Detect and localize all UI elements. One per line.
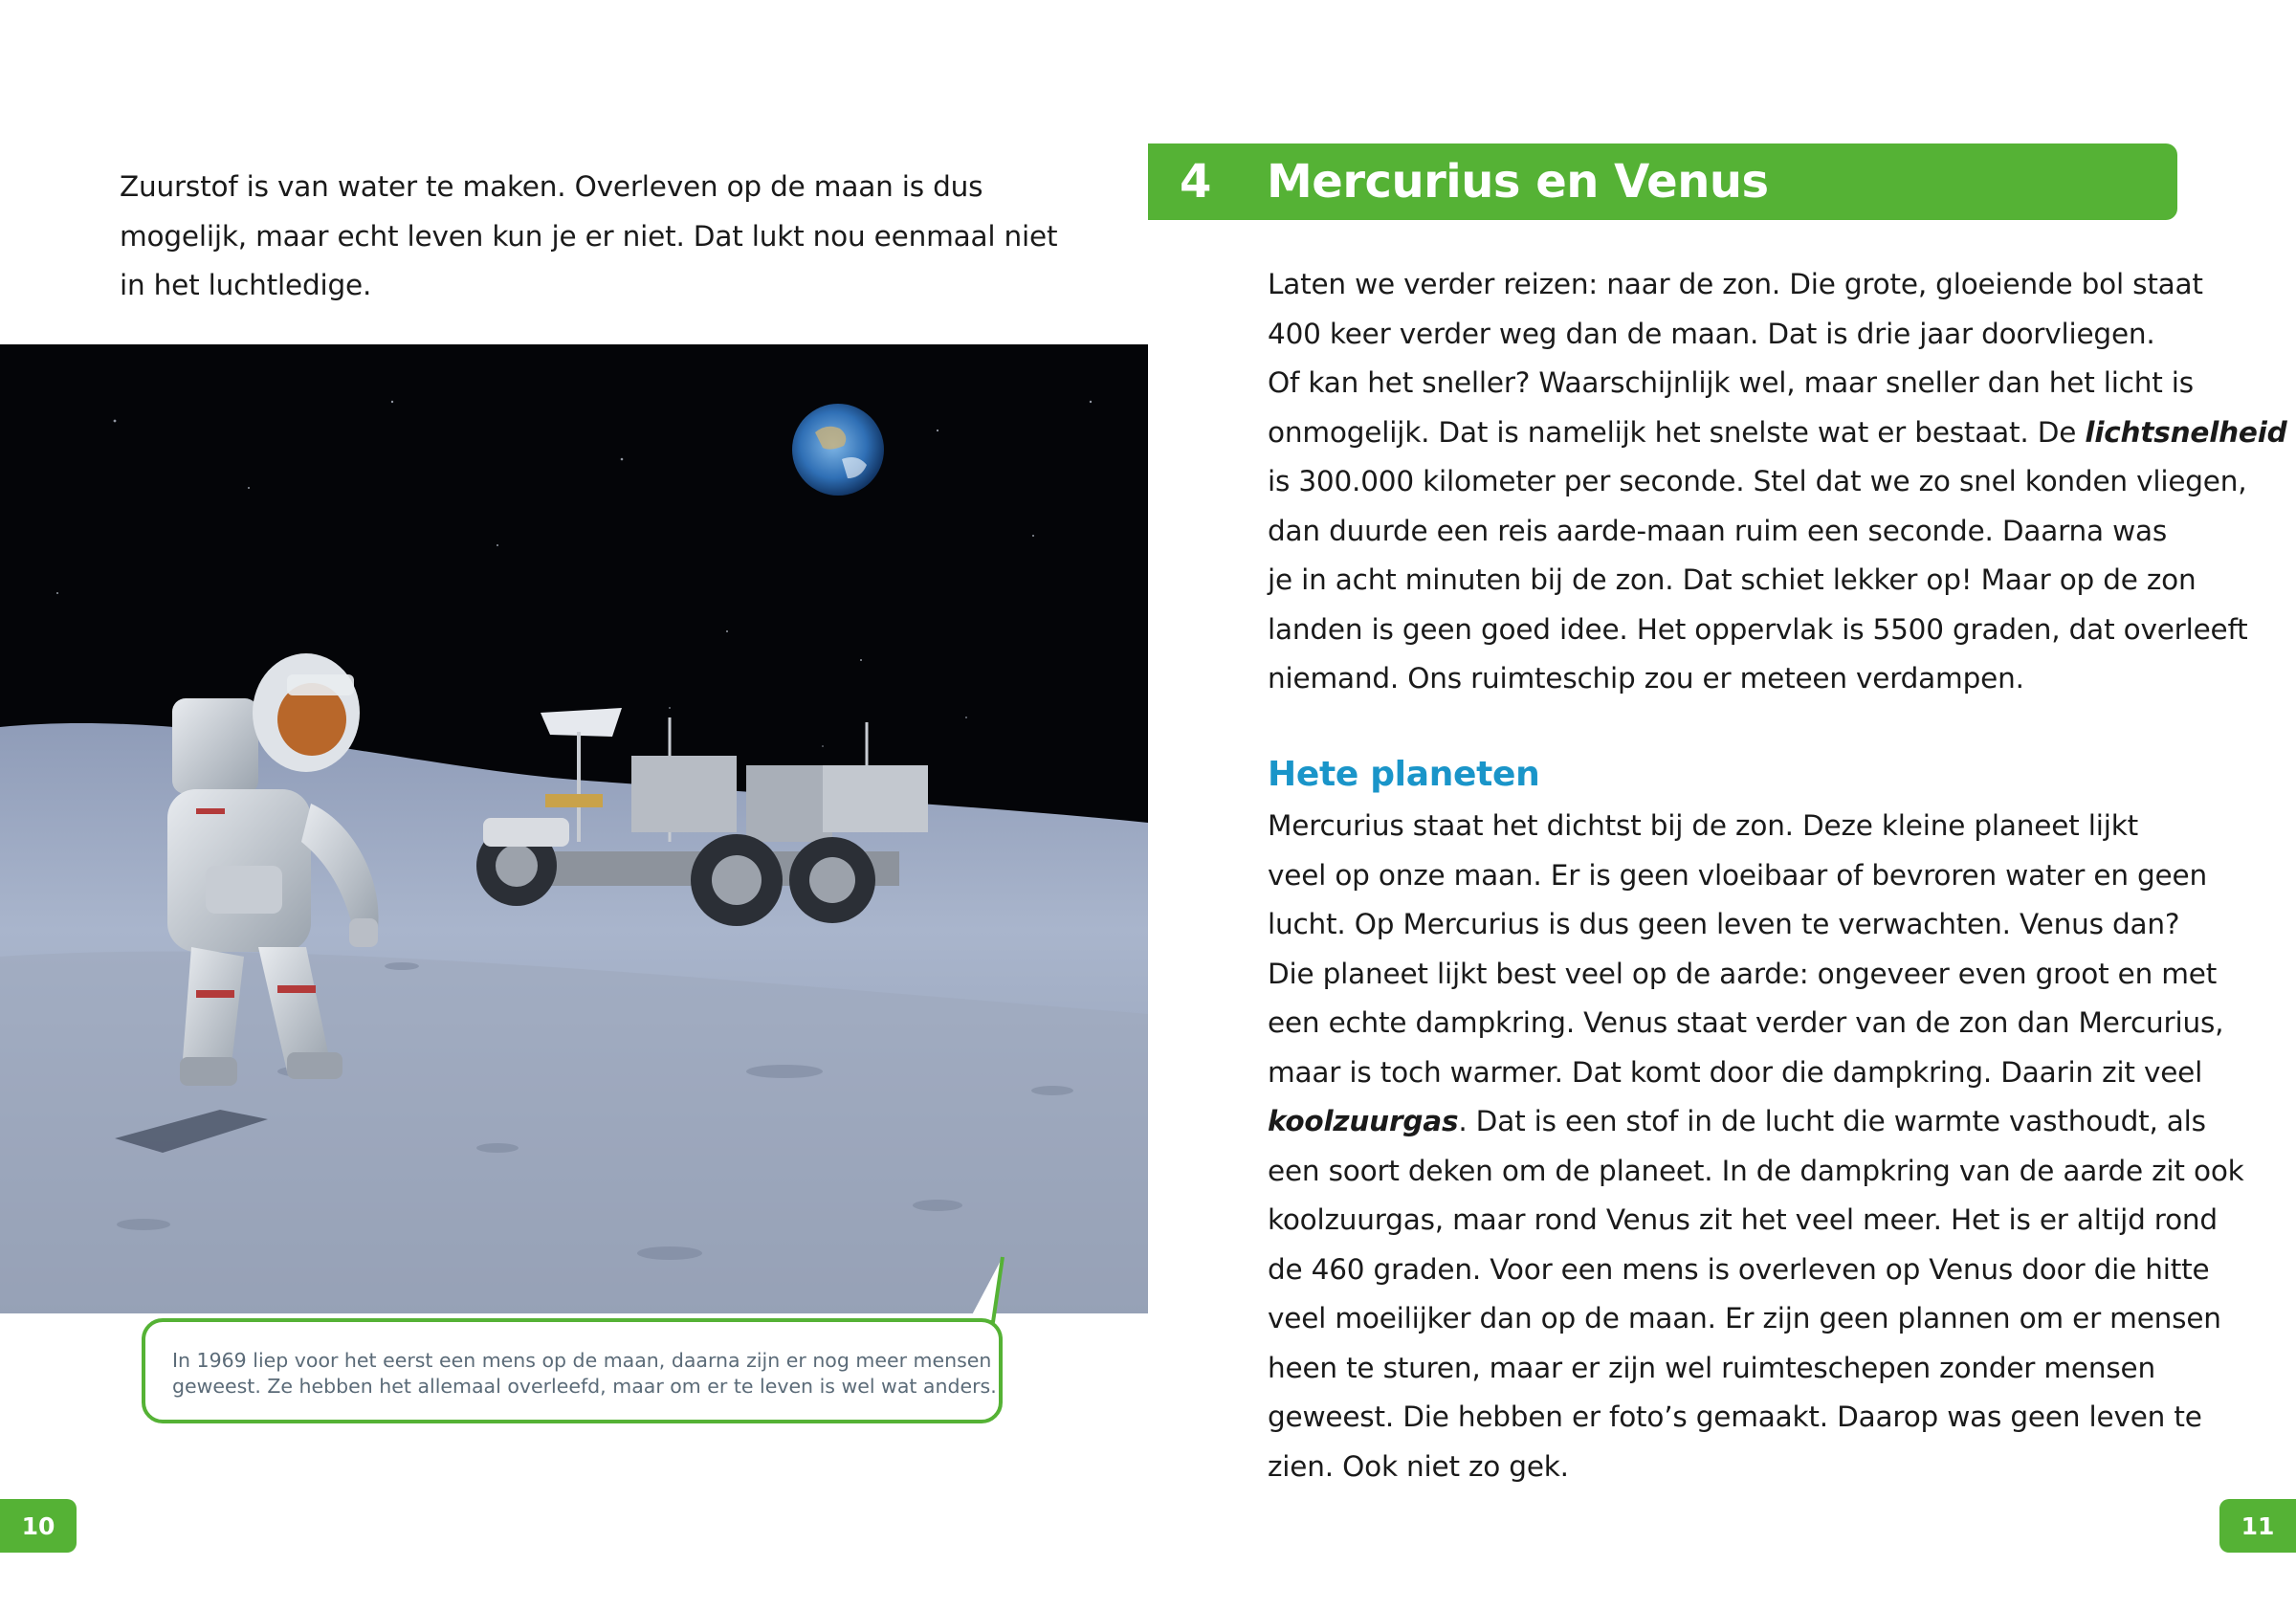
text-line <box>1268 1097 2206 1147</box>
moon-landing-photo <box>0 344 1148 1313</box>
photo-caption <box>142 1318 1003 1423</box>
text-line: maar is toch warmer. Dat komt door die dampkring. Daarin zit veel <box>1268 1055 2203 1089</box>
text-line: een echte dampkring. Venus staat verder van de zon dan Mercurius, <box>1268 1006 2224 1039</box>
chapter-number: 4 <box>1180 155 1212 209</box>
chapter-intro-paragraph <box>1268 260 2287 704</box>
text-line: heen te sturen, maar er zijn wel ruimteschepen zonder mensen <box>1268 1351 2155 1384</box>
text-line: geweest. Die hebben er foto’s gemaakt. Daarop was geen leven te <box>1268 1400 2202 1433</box>
chapter-header <box>1148 143 2177 220</box>
text-line: 400 keer verder weg dan de maan. Dat is drie jaar doorvliegen. <box>1268 317 2155 350</box>
text-run: onmogelijk. Dat is namelijk het snelste wat er bestaat. De <box>1268 415 2086 449</box>
caption-text <box>172 1348 995 1400</box>
section-heading: Hete planeten <box>1268 755 1540 794</box>
text-line: is 300.000 kilometer per seconde. Stel dat we zo snel konden vliegen, <box>1268 465 2247 497</box>
text-line: je in acht minuten bij de zon. Dat schiet lekker op! Maar op de zon <box>1268 563 2197 596</box>
text-line: veel op onze maan. Er is geen vloeibaar of bevroren water en geen <box>1268 858 2207 892</box>
text-line: lucht. Op Mercurius is dus geen leven te verwachten. Venus dan? <box>1268 908 2180 940</box>
page-number-right: 11 <box>2219 1499 2296 1553</box>
text-line: Die planeet lijkt best veel op de aarde: ongeveer even groot en met <box>1268 957 2218 990</box>
text-line: niemand. Ons ruimteschip zou er meteen verdampen. <box>1268 662 2024 695</box>
text-line: landen is geen goed idee. Het oppervlak is 5500 graden, dat overleeft <box>1268 612 2248 646</box>
key-term: koolzuurgas <box>1268 1105 1459 1137</box>
text-line: Of kan het sneller? Waarschijnlijk wel, maar sneller dan het licht is <box>1268 366 2194 399</box>
text-run: . Dat is een stof in de lucht die warmte vasthoudt, als <box>1458 1105 2206 1137</box>
caption-line: In 1969 liep voor het eerst een mens op de maan, daarna zijn er nog meer mensen <box>172 1349 992 1372</box>
text-line: in het luchtledige. <box>120 269 372 301</box>
text-line: de 460 graden. Voor een mens is overleven op Venus door die hitte <box>1268 1252 2210 1286</box>
text-line: koolzuurgas, maar rond Venus zit het veel meer. Het is er altijd rond <box>1268 1203 2218 1236</box>
chapter-title: Mercurius en Venus <box>1267 155 1769 209</box>
text-line: veel moeilijker dan op de maan. Er zijn geen plannen om er mensen <box>1268 1302 2221 1334</box>
text-line: een soort deken om de planeet. In de dampkring van de aarde zit ook <box>1268 1154 2244 1187</box>
text-line: Laten we verder reizen: naar de zon. Die grote, gloeiende bol staat <box>1268 268 2203 300</box>
page-number-left: 10 <box>0 1499 77 1553</box>
text-line <box>1268 408 2287 458</box>
caption-line: geweest. Ze hebben het allemaal overleefd, maar om er te leven is wel wat anders. <box>172 1375 997 1398</box>
left-intro-paragraph <box>120 163 1058 311</box>
text-line: Zuurstof is van water te maken. Overleven op de maan is dus <box>120 170 983 203</box>
key-term: lichtsnelheid <box>2085 415 2287 449</box>
text-line: dan duurde een reis aarde-maan ruim een seconde. Daarna was <box>1268 514 2168 547</box>
section-paragraph <box>1268 802 2244 1491</box>
text-line: mogelijk, maar echt leven kun je er niet. Dat lukt nou eenmaal niet <box>120 219 1058 253</box>
text-line: zien. Ook niet zo gek. <box>1268 1449 1569 1483</box>
text-line: Mercurius staat het dichtst bij de zon. Deze kleine planeet lijkt <box>1268 809 2138 842</box>
